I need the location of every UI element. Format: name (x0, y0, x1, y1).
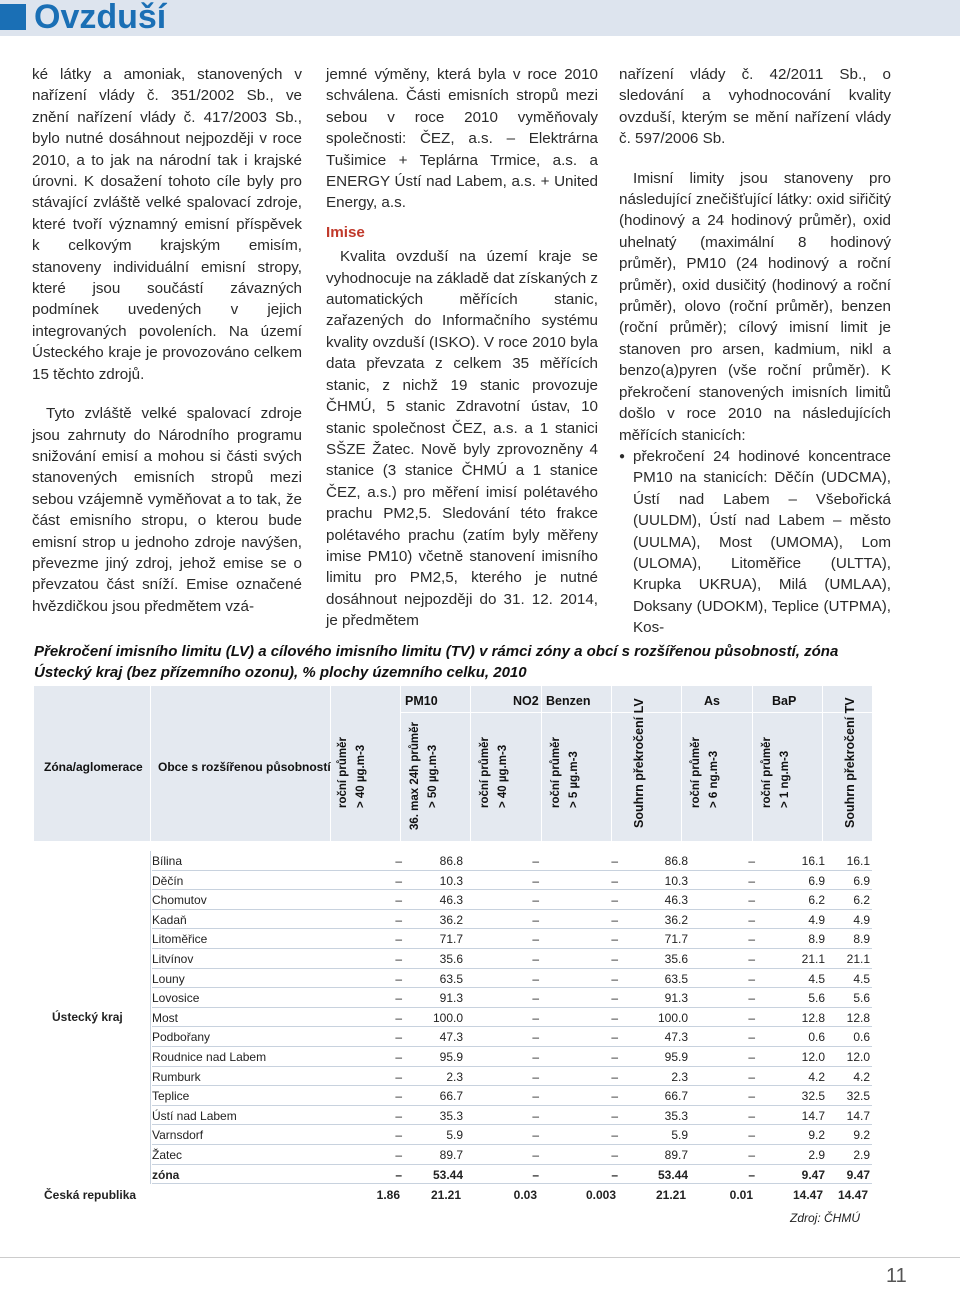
table-cell: – (395, 1148, 402, 1162)
footer-divider (0, 1257, 960, 1258)
zone-label: Ústecký kraj (52, 1010, 123, 1024)
table-cell: 4.9 (808, 912, 825, 927)
table-cell: 35.6 (664, 952, 688, 966)
text-column-1 (32, 64, 302, 617)
table-cell: – (532, 893, 539, 908)
table-cell-name: Louny (152, 971, 185, 986)
table-cell: 4.5 (853, 971, 870, 986)
table-cell: – (611, 854, 618, 868)
table-cell: 66.7 (664, 1089, 688, 1104)
table-cell: 9.2 (808, 1128, 825, 1143)
table-cell: 6.2 (808, 893, 825, 908)
table-cell: – (748, 1069, 755, 1084)
table-cell: 95.9 (439, 1050, 463, 1064)
table-cell: 46.3 (439, 893, 463, 908)
table-cell: – (611, 1148, 618, 1162)
table-cell: 9.47 (801, 1167, 825, 1182)
table-cell: 4.2 (808, 1069, 825, 1084)
section-heading: Imise (326, 223, 365, 241)
table-cell: – (395, 991, 402, 1006)
table-row (152, 1106, 872, 1126)
table-cell: – (611, 1010, 618, 1025)
table-cell: – (532, 854, 539, 868)
table-cell: 9.2 (853, 1128, 870, 1143)
table-cell: 63.5 (439, 971, 463, 986)
table-cell: – (395, 854, 402, 868)
table-cell: 0.6 (853, 1030, 870, 1045)
table-cell: 21.21 (655, 1188, 686, 1202)
header-zone: Zóna/aglomerace (44, 760, 143, 774)
table-cell: – (532, 1108, 539, 1123)
table-row (152, 851, 872, 871)
table-cell: 47.3 (439, 1030, 463, 1045)
table-cell: – (532, 1148, 539, 1162)
table-cell: 2.9 (808, 1148, 825, 1162)
table-cell: – (611, 1128, 618, 1143)
table-cell: – (395, 873, 402, 888)
header-gt5: > 5 µg.m-3 (568, 751, 580, 808)
table-cell: 0.003 (585, 1188, 616, 1202)
table-row (152, 969, 872, 989)
table-row (152, 929, 872, 949)
table-cell: – (748, 1030, 755, 1045)
table-cell: – (611, 1108, 618, 1123)
table-cell: – (532, 952, 539, 966)
table-cell: – (748, 1148, 755, 1162)
header-gt1ng: > 1 ng.m-3 (779, 750, 791, 808)
table-row (152, 1008, 872, 1028)
table-cell: – (395, 1108, 402, 1123)
header-max36: 36. max 24h průměr (409, 721, 421, 830)
table-cell: – (532, 971, 539, 986)
table-cell: – (611, 1050, 618, 1064)
header-gt50: > 50 µg.m-3 (427, 744, 439, 808)
table-cell-name: Roudnice nad Labem (152, 1050, 267, 1064)
table-cell: 32.5 (846, 1089, 870, 1104)
header-rocni-2: roční průměr (479, 737, 491, 808)
header-souhrn-lv: Souhrn překročení LV (632, 698, 646, 828)
table-cell: 9.47 (846, 1167, 870, 1182)
table-cell: 53.44 (432, 1167, 463, 1182)
table-cell: 46.3 (664, 893, 688, 908)
table-cell: – (395, 1089, 402, 1104)
table-cell: 86.8 (439, 854, 463, 868)
table-cell: 35.6 (439, 952, 463, 966)
table-cell: – (532, 1030, 539, 1045)
table-cell: 6.9 (853, 873, 870, 888)
table-cell: 4.9 (853, 912, 870, 927)
table-cell: – (748, 932, 755, 947)
table-cell: 63.5 (664, 971, 688, 986)
table-cell: 100.0 (657, 1010, 688, 1025)
table-source: Zdroj: ČHMÚ (790, 1211, 861, 1225)
table-row (152, 1145, 872, 1165)
table-cell-name: Děčín (152, 873, 184, 888)
table-cell: 32.5 (801, 1089, 825, 1104)
header-square-icon (0, 4, 26, 30)
table-cell-name: Bílina (152, 854, 183, 868)
table-cell: – (748, 1167, 755, 1182)
header-rocni-5: roční průměr (761, 737, 773, 808)
table-cell: – (395, 971, 402, 986)
table-cell: – (748, 854, 755, 868)
table-cell: 12.0 (801, 1050, 825, 1064)
header-benzen: Benzen (546, 694, 591, 708)
table-cell: 91.3 (664, 991, 688, 1006)
table-cell: 14.47 (837, 1188, 868, 1202)
table-cell: – (395, 912, 402, 927)
table-cell: – (611, 952, 618, 966)
table-cell: – (395, 1050, 402, 1064)
table-cell: – (611, 873, 618, 888)
table-cell: 71.7 (439, 932, 463, 947)
table-cell: 5.9 (446, 1128, 463, 1143)
paragraph: ké látky a amoniak, stanovených v nařízení vlády č. 351/2002 Sb., ve znění nařízení vlády č. 417/2003 Sb., bylo nutné dosáhnout nejpozději v roce 2010, a to jak na národní tak i krajské úrovni. K dosažení tohoto cíle byly pro stávající zvláště velké spalovací zdroje, které tvoří významný emisní příspěvek k celkovým krajským emisím, stanoveny individuální emisní stropy, které jsou součástí závazných podmínek uvedených v jejich integrovaných povoleních. Na území Ústeckého kraje je provozováno celkem 15 těchto zdrojů. (32, 66, 302, 383)
table-cell: – (611, 1167, 618, 1182)
table-cell: 21.21 (430, 1188, 461, 1202)
table-cell: – (748, 1089, 755, 1104)
table-cell-name: Žatec (152, 1148, 183, 1162)
table-cell: – (611, 991, 618, 1006)
table-row (152, 871, 872, 891)
header-rocni-4: roční průměr (690, 737, 702, 808)
table-cell: 5.6 (853, 991, 870, 1006)
table-cell: – (611, 1069, 618, 1084)
table-caption: Překročení imisního limitu (LV) a cílového imisního limitu (TV) v rámci zóny a obcí s rozšířenou působností, zóna Ústecký kraj (bez přízemního ozonu), % plochy územního celku, 2010 (34, 643, 839, 681)
table-cell: 14.7 (801, 1108, 825, 1123)
page-header (0, 0, 960, 36)
table-cell: 2.3 (446, 1069, 463, 1084)
table-cell-name: Litvínov (152, 952, 194, 966)
table-row (152, 1067, 872, 1087)
table-cell: – (748, 1108, 755, 1123)
table-cell: 66.7 (439, 1089, 463, 1104)
table-cell: 12.0 (846, 1050, 870, 1064)
table-cell: 21.1 (801, 952, 825, 966)
table-cell: – (611, 893, 618, 908)
table-cell: 6.9 (808, 873, 825, 888)
table-cell: 16.1 (846, 854, 870, 868)
table-cell-name: Rumburk (152, 1069, 201, 1084)
paragraph: Tyto zvláště velké spalovací zdroje jsou zahrnuty do Národního programu snižování emisí a mohou si části svých stanovených emisních stropů mezi sebou vzájemně vyměňovat a to tak, že část emisního stropu, o kterou bude emisní strop u jednoho zdroje navýšen, převezme jiný zdroj, jehož emise se o převzatou část sníží. Emise označené hvězdičkou jsou předmětem vzá- (32, 405, 302, 615)
table-cell: – (532, 912, 539, 927)
table-cell: – (395, 1030, 402, 1045)
table-cell: 21.1 (846, 952, 870, 966)
table-cell: 4.2 (853, 1069, 870, 1084)
table-cell: – (532, 1050, 539, 1064)
header-souhrn-tv: Souhrn překročení TV (843, 697, 857, 828)
table-cell: – (611, 971, 618, 986)
table-cell: 16.1 (801, 854, 825, 868)
table-cell: – (748, 1010, 755, 1025)
table-row (152, 1165, 872, 1185)
table-row (152, 988, 872, 1008)
header-gt6ng: > 6 ng.m-3 (708, 750, 720, 808)
table-cell: 36.2 (664, 912, 688, 927)
table-cell-name: Varnsdorf (152, 1128, 204, 1143)
table-cell: 14.47 (792, 1188, 823, 1202)
table-cell-name: Chomutov (152, 893, 207, 908)
table-cell-name: Ústí nad Labem (152, 1108, 237, 1123)
table-cell: 14.7 (846, 1108, 870, 1123)
table-cell: – (532, 873, 539, 888)
table-cell: – (748, 893, 755, 908)
header-pm10: PM10 (405, 694, 438, 708)
table-cell: 89.7 (664, 1148, 688, 1162)
table-cell-name: Kadaň (152, 912, 187, 927)
table-cell: 5.6 (808, 991, 825, 1006)
paragraph: Kvalita ovzduší na území kraje se vyhodnocuje na základě dat získaných z automatických měřících stanic, zařazených do Informačního systému kvality ovzduší (ISKO). V roce 2010 byla data převzata z celkem 35 měřících stanic, z nichž 19 stanic provozuje ČHMÚ, 5 stanic Zdravotní ústav, 10 stanic společnost ČEZ, a.s. a 1 stanici SŠZE Žatec. Nově byly zprovozněny 4 stanice (3 stanice ČHMÚ a 1 stanice ČEZ, a.s.) pro měření imisí polétavého prachu PM2,5. Sledování této frakce polétavého prachu (zatím byly měřeny imise PM10) včetně stanovení imisního limitu pro PM2,5, kterého je nutné dosáhnout nejpozději do 31. 12. 2014, je předmětem (326, 248, 598, 630)
text-column-3 (619, 64, 891, 639)
table-cell: – (532, 1089, 539, 1104)
table-cell: – (532, 991, 539, 1006)
cr-name: Česká republika (44, 1188, 137, 1202)
header-no2: NO2 (513, 694, 539, 708)
table-cell: – (748, 912, 755, 927)
table-cell: 2.3 (671, 1069, 688, 1084)
paragraph: nařízení vlády č. 42/2011 Sb., o sledování a vyhodnocování kvality ovzduší, kterým se mění nařízení vlády č. 597/2006 Sb. (619, 66, 891, 148)
table-cell: 12.8 (801, 1010, 825, 1025)
table-cell: – (395, 932, 402, 947)
table-cell: 5.9 (671, 1128, 688, 1143)
table-cell: 0.03 (513, 1188, 537, 1202)
table-cell: – (748, 873, 755, 888)
paragraph: Imisní limity jsou stanoveny pro následující znečišťující látky: oxid siřičitý (hodinový a 24 hodinový průměr), oxid uhelnatý (maximální 8 hodinový průměr), PM10 (24 hodinový a roční průměr), oxid dusičitý (hodinový a roční průměr), olovo (roční průměr), benzen (roční průměr); cílový imisní limit je stanoven pro arsen, kadmium, nikl a benzo(a)pyren (vše roční průměr). K překročení stanovených imisních limitů došlo v roce 2010 na následujících měřících stanicích: (619, 169, 891, 444)
table-cell: – (748, 1128, 755, 1143)
table-cell: 10.3 (664, 873, 688, 888)
table-cell: 6.2 (853, 893, 870, 908)
table-cell: 1.86 (376, 1188, 400, 1202)
table-cell: 10.3 (439, 873, 463, 888)
table-cell: – (611, 1089, 618, 1104)
table-cell-name: Teplice (152, 1089, 190, 1104)
table-cell: 35.3 (439, 1108, 463, 1123)
table-cell: 0.6 (808, 1030, 825, 1045)
table-cell-name: zóna (152, 1167, 180, 1182)
table-cell-name: Litoměřice (152, 932, 208, 947)
table-cell: 89.7 (439, 1148, 463, 1162)
table-cell: 2.9 (853, 1148, 870, 1162)
table-cell: – (395, 1128, 402, 1143)
table-cell: 12.8 (846, 1010, 870, 1025)
table-cell: 36.2 (439, 912, 463, 927)
header-rocni-1: roční průměr (337, 737, 349, 808)
table-cell: 47.3 (664, 1030, 688, 1045)
table-cell: – (611, 912, 618, 927)
paragraph: jemné výměny, která byla v roce 2010 schválena. Části emisních stropů mezi sebou v roce 2010 vyměňovaly společnosti: ČEZ, a.s. – Elektrárna Tušimice + Teplárna Trmice, a.s. a ENERGY Ústí nad Labem, a.s. + United Energy, a.s. (326, 66, 598, 212)
bullet-item: ● překročení 24 hodinové koncentrace PM10 na stanicích: Děčín (UDCMA), Ústí nad Labem – Všebořická (UULDM), Ústí nad Labem – město (UULMA), Most (UMOMA), Lom (ULOMA), Litoměřice (ULTTA), Krupka UKRUA), Milá (UMLAA), Doksany (UDOKM), Teplice (UTPMA), Kos- (619, 446, 891, 639)
table-cell: – (748, 952, 755, 966)
table-row (152, 910, 872, 930)
table-cell: 53.44 (657, 1167, 688, 1182)
table-row (152, 1047, 872, 1067)
text-column-2 (326, 64, 598, 632)
header-gt40-1: > 40 µg.m-3 (355, 744, 367, 808)
table-cell: 91.3 (439, 991, 463, 1006)
table-cell-name: Podbořany (152, 1030, 211, 1045)
table-cell: – (532, 1069, 539, 1084)
table-cell: 100.0 (432, 1010, 463, 1025)
table-cell: 86.8 (664, 854, 688, 868)
table-cell: 35.3 (664, 1108, 688, 1123)
page-number: 11 (886, 1265, 907, 1287)
header-gt40-2: > 40 µg.m-3 (497, 744, 509, 808)
table-cell: – (532, 1010, 539, 1025)
table-cell: – (611, 1030, 618, 1045)
header-obce: Obce s rozšířenou působností (158, 760, 331, 774)
table-cell: – (395, 1167, 402, 1182)
header-rocni-3: roční průměr (550, 737, 562, 808)
table-cell-name: Most (152, 1010, 179, 1025)
table-cell: 4.5 (808, 971, 825, 986)
table-cell: – (748, 1050, 755, 1064)
table-row (152, 1027, 872, 1047)
table-cell: 8.9 (808, 932, 825, 947)
table-row (152, 890, 872, 910)
table-cell: – (532, 1167, 539, 1182)
table-cell: – (395, 952, 402, 966)
table-cell: – (532, 1128, 539, 1143)
table-cell: 71.7 (664, 932, 688, 947)
cr-row (34, 1185, 872, 1205)
table-cell: – (748, 991, 755, 1006)
page-title: Ovzduší (34, 0, 167, 36)
table-cell: 95.9 (664, 1050, 688, 1064)
table-cell: – (532, 932, 539, 947)
table-cell: 0.01 (729, 1188, 753, 1202)
table-row (152, 1125, 872, 1145)
table-cell: – (611, 932, 618, 947)
table-row (152, 1086, 872, 1106)
header-as: As (704, 694, 720, 708)
table-cell: 8.9 (853, 932, 870, 947)
table-cell: – (395, 1010, 402, 1025)
table-cell: – (395, 1069, 402, 1084)
table-cell: – (748, 971, 755, 986)
table-row (152, 949, 872, 969)
table-cell-name: Lovosice (152, 991, 200, 1006)
table-cell: – (395, 893, 402, 908)
header-bap: BaP (772, 694, 797, 708)
